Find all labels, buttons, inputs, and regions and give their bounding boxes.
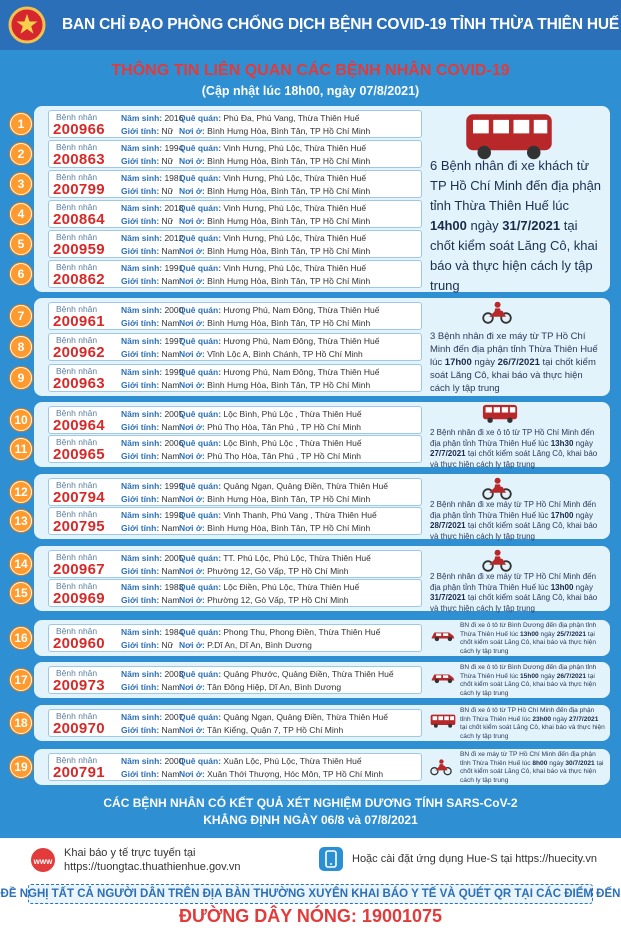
patient-number-badge: 18 xyxy=(10,712,32,734)
patient-code: 200961 xyxy=(53,313,105,330)
birth-year: Năm sinh: 2018 xyxy=(121,203,184,213)
patient-label: Bệnh nhân xyxy=(56,711,98,721)
patient-row xyxy=(48,478,422,506)
patient-code: 200963 xyxy=(53,375,105,392)
patient-row xyxy=(48,140,422,168)
patient-number-badge: 14 xyxy=(10,553,32,575)
travel-description: BN đi xe ô tô từ Bình Dương đến địa phận tỉnh Thừa Thiên Huế lúc 15h00 ngày 26/7/2021 tại chốt kiểm soát Lăng Cô, khai báo và thực hiện cách ly tập trung xyxy=(460,664,597,697)
patient-number-badge: 4 xyxy=(10,203,32,225)
positive-result-line2: KHẲNG ĐỊNH NGÀY 06/8 và 07/8/2021 xyxy=(203,813,418,827)
residence: Nơi ở: Bình Hưng Hòa, Bình Tân, TP Hồ Chí Minh xyxy=(179,276,371,286)
travel-description: 3 Bệnh nhân đi xe máy từ TP Hồ Chí Minh đến địa phận tỉnh Thừa Thiên Huế lúc 17h00 ngày 26/7/2021 tại chốt kiểm soát Lăng Cô, khai báo và thực hiện cách ly tập trung xyxy=(430,331,598,394)
residence: Nơi ở: Bình Hưng Hòa, Bình Tân, TP Hồ Chí Minh xyxy=(179,246,371,256)
patient-code: 200967 xyxy=(53,561,105,578)
patient-group xyxy=(34,620,610,656)
patient-label: Bệnh nhân xyxy=(56,142,98,152)
patient-code: 200965 xyxy=(53,446,105,463)
patient-number-badge: 15 xyxy=(10,582,32,604)
patient-row xyxy=(48,666,422,694)
car-icon xyxy=(430,629,456,647)
hometown: Quê quán: Hương Phú, Nam Đông, Thừa Thiên Huế xyxy=(179,367,380,377)
patient-label: Bệnh nhân xyxy=(56,366,98,376)
patient-group xyxy=(34,662,610,698)
patient-number-badge: 1 xyxy=(10,113,32,135)
declare-label: Khai báo y tế trực tuyến tại xyxy=(64,847,196,859)
hometown: Quê quán: Phong Thu, Phong Điền, Thừa Thiên Huế xyxy=(179,627,381,637)
patient-number-badge: 17 xyxy=(10,669,32,691)
bottom-panel xyxy=(0,838,621,930)
gender: Giới tính: Nam xyxy=(121,246,180,256)
patient-row xyxy=(48,579,422,607)
patient-label: Bệnh nhân xyxy=(56,626,98,636)
residence: Nơi ở: Phú Thọ Hòa, Tân Phú , TP Hồ Chí Minh xyxy=(179,422,362,432)
birth-year: Năm sinh: 2000 xyxy=(121,305,184,315)
patient-label: Bệnh nhân xyxy=(56,335,98,345)
birth-year: Năm sinh: 1999 xyxy=(121,367,184,377)
patient-code: 200791 xyxy=(53,764,105,781)
hometown: Quê quán: Xuân Lộc, Phú Lộc, Thừa Thiên Huế xyxy=(179,756,362,766)
birth-year: Năm sinh: 2007 xyxy=(121,712,184,722)
residence: Nơi ở: Bình Hưng Hòa, Bình Tân, TP Hồ Chí Minh xyxy=(179,318,371,328)
residence: Nơi ở: Phường 12, Gò Vấp, TP Hồ Chí Minh xyxy=(179,566,349,576)
birth-year: Năm sinh: 1984 xyxy=(121,627,184,637)
patient-code: 200970 xyxy=(53,720,105,737)
app-text: Hoặc cài đặt ứng dụng Hue-S tại https://huecity.vn xyxy=(352,853,598,865)
patient-row xyxy=(48,200,422,228)
patient-group xyxy=(34,546,610,611)
svg-text:www: www xyxy=(33,857,53,866)
bus-icon xyxy=(430,714,456,733)
birth-year: Năm sinh: 2016 xyxy=(121,113,184,123)
patient-row xyxy=(48,507,422,535)
patient-row xyxy=(48,170,422,198)
travel-description: BN đi xe ô tô từ TP Hồ Chí Minh đến địa phận tỉnh Thừa Thiên Huế lúc 23h00 ngày 27/7/2021 tại chốt kiểm soát Lăng Cô, khai báo và thực hiện cách ly tập trung xyxy=(460,707,605,740)
gender: Giới tính: Nam xyxy=(121,725,180,735)
patient-code: 200862 xyxy=(53,271,105,288)
patient-number-badge: 7 xyxy=(10,305,32,327)
birth-year: Năm sinh: 2003 xyxy=(121,669,184,679)
patient-code: 200794 xyxy=(53,489,105,506)
patient-row xyxy=(48,302,422,330)
update-time: (Cập nhật lúc 18h00, ngày 07/8/2021) xyxy=(201,84,420,98)
hometown: Quê quán: Quảng Ngạn, Quảng Điền, Thừa Thiên Huế xyxy=(179,481,389,491)
patient-label: Bệnh nhân xyxy=(56,437,98,447)
hometown: Quê quán: TT. Phú Lộc, Phú Lộc, Thừa Thiên Huế xyxy=(179,553,371,563)
patient-number-badge: 6 xyxy=(10,263,32,285)
patient-code: 200799 xyxy=(53,181,105,198)
travel-description: 2 Bệnh nhân đi xe máy từ TP Hồ Chí Minh đến địa phận tỉnh Thừa Thiên Huế lúc 17h00 ngày 28/7/2021 tại chốt kiểm soát Lăng Cô, khai báo và thực hiện cách ly tập trung xyxy=(430,500,598,541)
travel-description: 2 Bệnh nhân đi xe máy từ TP Hồ Chí Minh đến địa phận tỉnh Thừa Thiên Huế lúc 13h00 ngày 31/7/2021 tại chốt kiểm soát Lăng Cô, khai báo và thực hiện cách ly tập trung xyxy=(430,572,598,613)
hometown: Quê quán: Vinh Hưng, Phú Lộc, Thừa Thiên Huế xyxy=(179,203,367,213)
patient-group xyxy=(34,474,610,539)
travel-description: BN đi xe máy từ TP Hồ Chí Minh đến địa phận tỉnh Thừa Thiên Huế lúc 8h00 ngày 30/7/2021 tại chốt kiểm soát Lăng Cô, khai báo và thực hiện cách ly tập trung xyxy=(460,751,604,784)
residence: Nơi ở: Bình Hưng Hòa, Bình Tân, TP Hồ Chí Minh xyxy=(179,494,371,504)
gender: Giới tính: Nam xyxy=(121,318,180,328)
car-icon xyxy=(430,671,456,689)
patient-code: 200959 xyxy=(53,241,105,258)
patient-label: Bệnh nhân xyxy=(56,202,98,212)
patient-number-badge: 9 xyxy=(10,367,32,389)
patient-code: 200964 xyxy=(53,417,105,434)
patient-number-badge: 5 xyxy=(10,233,32,255)
patient-row xyxy=(48,709,422,737)
birth-year: Năm sinh: 2005 xyxy=(121,409,184,419)
birth-year: Năm sinh: 2012 xyxy=(121,233,184,243)
patient-code: 200795 xyxy=(53,518,105,535)
gender: Giới tính: Nữ xyxy=(121,186,174,196)
patient-label: Bệnh nhân xyxy=(56,304,98,314)
patient-row xyxy=(48,230,422,258)
gender: Giới tính: Nam xyxy=(121,422,180,432)
travel-description: 2 Bệnh nhân đi xe ô tô từ TP Hồ Chí Minh đến địa phận tỉnh Thừa Thiên Huế lúc 13h30 ngày 27/7/2021 tại chốt kiểm soát Lăng Cô, khai báo và thực hiện cách ly tập trung xyxy=(430,428,598,469)
patient-number-badge: 12 xyxy=(10,481,32,503)
patient-label: Bệnh nhân xyxy=(56,262,98,272)
globe-icon xyxy=(30,847,56,873)
residence: Nơi ở: Bình Hưng Hòa, Bình Tân, TP Hồ Chí Minh xyxy=(179,186,371,196)
patient-row xyxy=(48,753,422,781)
patient-code: 200863 xyxy=(53,151,105,168)
hometown: Quê quán: Hương Phú, Nam Đông, Thừa Thiên Huế xyxy=(179,305,380,315)
patient-number-badge: 2 xyxy=(10,143,32,165)
gender: Giới tính: Nam xyxy=(121,523,180,533)
gender: Giới tính: Nam xyxy=(121,276,180,286)
patient-label: Bệnh nhân xyxy=(56,408,98,418)
patient-code: 200969 xyxy=(53,590,105,607)
positive-result-line1: CÁC BỆNH NHÂN CÓ KẾT QUẢ XÉT NGHIỆM DƯƠNG TÍNH SARS-CoV-2 xyxy=(103,796,518,810)
declare-online[interactable] xyxy=(30,846,241,874)
patient-number-badge: 10 xyxy=(10,409,32,431)
patient-row xyxy=(48,110,422,138)
hometown: Quê quán: Vinh Hưng, Phú Lộc, Thừa Thiên Huế xyxy=(179,263,367,273)
main-title: THÔNG TIN LIÊN QUAN CÁC BỆNH NHÂN COVID-19 xyxy=(111,62,510,79)
residence: Nơi ở: P.Dĩ An, Dĩ An, Bình Dương xyxy=(179,640,312,650)
patient-row xyxy=(48,406,422,434)
gender: Giới tính: Nam xyxy=(121,349,180,359)
title-block xyxy=(0,50,621,108)
residence: Nơi ở: Bình Hưng Hòa, Bình Tân, TP Hồ Chí Minh xyxy=(179,380,371,390)
birth-year: Năm sinh: 2005 xyxy=(121,553,184,563)
header-title: BAN CHỈ ĐẠO PHÒNG CHỐNG DỊCH BỆNH COVID-19 TỈNH THỪA THIÊN HUẾ xyxy=(62,16,620,33)
motorbike-icon xyxy=(430,758,452,781)
patient-group xyxy=(34,298,610,396)
birth-year: Năm sinh: 1994 xyxy=(121,143,184,153)
travel-description: 6 Bệnh nhân đi xe khách từ TP Hồ Chí Minh đến địa phận tỉnh Thừa Thiên Huế lúc 14h00 ngày 31/7/2021 tại chốt kiểm soát Lăng Cô, khai báo và thực hiện cách ly tập trung xyxy=(430,158,602,293)
residence: Nơi ở: Phú Thọ Hòa, Tân Phú , TP Hồ Chí Minh xyxy=(179,451,362,461)
bus-icon xyxy=(482,404,518,429)
patient-label: Bệnh nhân xyxy=(56,552,98,562)
patient-group xyxy=(34,106,610,292)
gender: Giới tính: Nam xyxy=(121,380,180,390)
gender: Giới tính: Nam xyxy=(121,769,180,779)
residence: Nơi ở: Tân Kiểng, Quận 7, TP Hồ Chí Minh xyxy=(179,725,344,735)
gender: Giới tính: Nam xyxy=(121,682,180,692)
patient-number-badge: 16 xyxy=(10,627,32,649)
birth-year: Năm sinh: 1991 xyxy=(121,263,184,273)
patient-label: Bệnh nhân xyxy=(56,480,98,490)
residence: Nơi ở: Phường 12, Gò Vấp, TP Hồ Chí Minh xyxy=(179,595,349,605)
hue-s-app[interactable] xyxy=(318,846,597,872)
patient-number-badge: 13 xyxy=(10,510,32,532)
birth-year: Năm sinh: 1983 xyxy=(121,582,184,592)
hometown: Quê quán: Hương Phú, Nam Đông, Thừa Thiên Huế xyxy=(179,336,380,346)
birth-year: Năm sinh: 1998 xyxy=(121,510,184,520)
patient-label: Bệnh nhân xyxy=(56,668,98,678)
hometown: Quê quán: Vinh Thanh, Phú Vang , Thừa Thiên Huế xyxy=(179,510,377,520)
residence: Nơi ở: Bình Hưng Hòa, Bình Tân, TP Hồ Chí Minh xyxy=(179,156,371,166)
patient-number-badge: 8 xyxy=(10,336,32,358)
hotline[interactable]: ĐƯỜNG DÂY NÓNG: 19001075 xyxy=(178,906,443,926)
patient-group xyxy=(34,402,610,467)
patient-code: 200973 xyxy=(53,677,105,694)
patient-row xyxy=(48,333,422,361)
gender: Giới tính: Nữ xyxy=(121,216,174,226)
residence: Nơi ở: Tân Đông Hiệp, Dĩ An, Bình Dương xyxy=(179,682,342,692)
patient-number-badge: 3 xyxy=(10,173,32,195)
patient-number-badge: 19 xyxy=(10,756,32,778)
patient-code: 200966 xyxy=(53,121,105,138)
patient-label: Bệnh nhân xyxy=(56,509,98,519)
patient-label: Bệnh nhân xyxy=(56,581,98,591)
patient-label: Bệnh nhân xyxy=(56,755,98,765)
appeal-banner: ĐỀ NGHỊ TẤT CẢ NGƯỜI DÂN TRÊN ĐỊA BÀN THƯỜNG XUYÊN KHAI BÁO Y TẾ VÀ QUÉT QR TẠI CÁC ĐIỂM ĐẾN xyxy=(28,884,593,904)
declare-url[interactable]: https://tuongtac.thuathienhue.gov.vn xyxy=(64,861,241,873)
patient-number-badge: 11 xyxy=(10,438,32,460)
hometown: Quê quán: Lộc Bình, Phú Lộc , Thừa Thiên Huế xyxy=(179,438,362,448)
patient-label: Bệnh nhân xyxy=(56,232,98,242)
residence: Nơi ở: Bình Hưng Hòa, Bình Tân, TP Hồ Chí Minh xyxy=(179,523,371,533)
gender: Giới tính: Nam xyxy=(121,494,180,504)
patient-label: Bệnh nhân xyxy=(56,112,98,122)
hometown: Quê quán: Vinh Hưng, Phú Lộc, Thừa Thiên Huế xyxy=(179,173,367,183)
gender: Giới tính: Nữ xyxy=(121,126,174,136)
residence: Nơi ở: Bình Hưng Hòa, Bình Tân, TP Hồ Chí Minh xyxy=(179,216,371,226)
phone-app-icon xyxy=(318,846,344,872)
hometown: Quê quán: Quảng Phước, Quảng Điền, Thừa Thiên Huế xyxy=(179,669,394,679)
positive-result-note xyxy=(0,795,621,829)
gender: Giới tính: Nam xyxy=(121,566,180,576)
gender: Giới tính: Nữ xyxy=(121,156,174,166)
hometown: Quê quán: Lộc Điền, Phú Lộc, Thừa Thiên Huế xyxy=(179,582,360,592)
national-emblem-icon xyxy=(8,6,46,44)
birth-year: Năm sinh: 1981 xyxy=(121,173,184,183)
hometown: Quê quán: Vinh Hưng, Phú Lộc, Thừa Thiên Huế xyxy=(179,143,367,153)
residence: Nơi ở: Bình Hưng Hòa, Bình Tân, TP Hồ Chí Minh xyxy=(179,126,371,136)
patient-code: 200864 xyxy=(53,211,105,228)
residence: Nơi ở: Vĩnh Lộc A, Bình Chánh, TP Hồ Chí Minh xyxy=(179,349,363,359)
gender: Giới tính: Nam xyxy=(121,595,180,605)
patient-code: 200960 xyxy=(53,635,105,652)
birth-year: Năm sinh: 2006 xyxy=(121,438,184,448)
birth-year: Năm sinh: 1997 xyxy=(121,336,184,346)
motorbike-icon xyxy=(482,300,512,329)
birth-year: Năm sinh: 2000 xyxy=(121,756,184,766)
hometown: Quê quán: Vinh Hưng, Phú Lộc, Thừa Thiên Huế xyxy=(179,233,367,243)
gender: Giới tính: Nữ xyxy=(121,640,174,650)
residence: Nơi ở: Xuân Thới Thượng, Hóc Môn, TP Hồ Chí Minh xyxy=(179,769,384,779)
gender: Giới tính: Nam xyxy=(121,451,180,461)
travel-description: BN đi xe ô tô từ Bình Dương đến địa phận tỉnh Thừa Thiên Huế lúc 13h00 ngày 25/7/2021 tại chốt kiểm soát Lăng Cô, khai báo và thực hiện cách ly tập trung xyxy=(460,622,597,655)
hometown: Quê quán: Phú Đa, Phú Vang, Thừa Thiên Huế xyxy=(179,113,360,123)
patient-group xyxy=(34,749,610,785)
hometown: Quê quán: Quảng Ngạn, Quảng Điền, Thừa Thiên Huế xyxy=(179,712,389,722)
patient-code: 200962 xyxy=(53,344,105,361)
patient-row xyxy=(48,624,422,652)
header-bar xyxy=(0,0,621,50)
patient-row xyxy=(48,550,422,578)
hometown: Quê quán: Lộc Bình, Phú Lộc , Thừa Thiên Huế xyxy=(179,409,362,419)
birth-year: Năm sinh: 1999 xyxy=(121,481,184,491)
patient-label: Bệnh nhân xyxy=(56,172,98,182)
patient-group xyxy=(34,705,610,741)
patient-row xyxy=(48,435,422,463)
patient-row xyxy=(48,260,422,288)
patient-row xyxy=(48,364,422,392)
